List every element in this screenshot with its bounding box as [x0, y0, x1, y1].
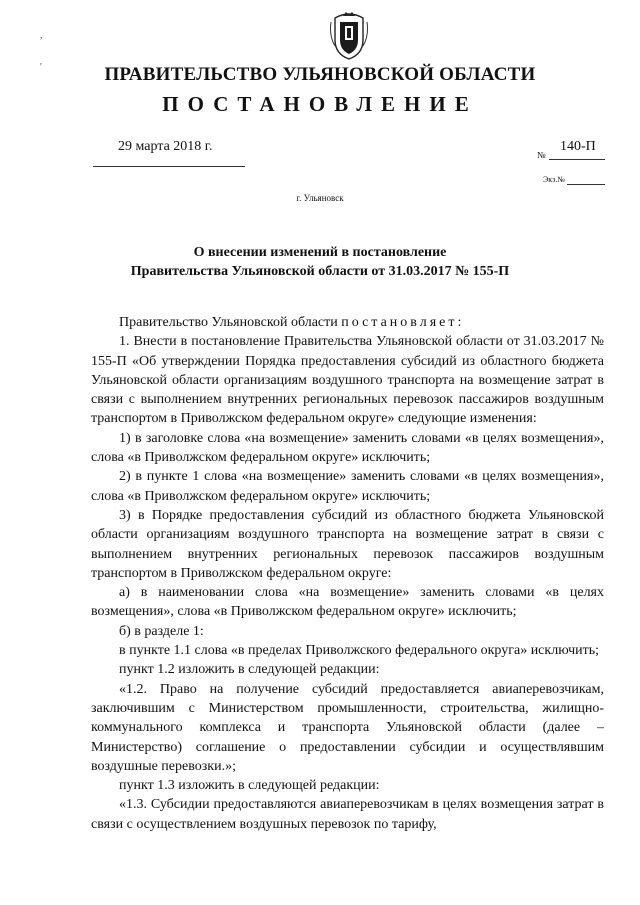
subject-line: Правительства Ульяновской области от 31.03.2017 № 155-П — [130, 264, 510, 279]
number-underline — [549, 159, 605, 160]
scan-mark: ' — [40, 62, 42, 73]
document-body — [91, 313, 604, 834]
document-subject — [0, 243, 640, 281]
paragraph: пункт 1.2 изложить в следующей редакции: — [119, 662, 380, 678]
government-title: ПРАВИТЕЛЬСТВО УЛЬЯНОВСКОЙ ОБЛАСТИ — [104, 64, 536, 85]
paragraph: 1) в заголовке слова «на возмещение» заменить словами «в целях возмещения», слова «в Приволжском федеральном округе» исключить; — [91, 430, 604, 466]
intro-prefix: Правительство Ульяновской области — [119, 315, 342, 330]
number-sign: № — [537, 150, 546, 160]
paragraph: «1.3. Субсидии предоставляются авиаперевозчикам в целях возмещения затрат в связи с осуществлением воздушных перевозок по тарифу, — [91, 797, 604, 832]
intro-verb: постановляет: — [341, 315, 465, 330]
paragraph: в пункте 1.1 слова «в пределах Приволжского федерального округа» исключить; — [119, 643, 600, 659]
document-type: ПОСТАНОВЛЕНИЕ — [162, 92, 478, 116]
paragraph: 3) в Порядке предоставления субсидий из областного бюджета Ульяновской области организациям воздушного транспорта на возмещение затрат в связи с выполнением внутренних региональных перевозок пассажиров воздушным транспортом в Приволжском федеральном округе: — [91, 507, 604, 581]
paragraph: а) в наименовании слова «на возмещение» заменить словами «в целях возмещения», слова «в Приволжском федеральном округе» исключить; — [91, 585, 604, 620]
paragraph: 1. Внести в постановление Правительства Ульяновской области от 31.03.2017 № 155-П «Об утверждении Порядка предоставления субсидий из областного бюджета Ульяновской области организациям воздушного транспорта на возмещение затрат в связи с выполнением внутренних региональных перевозок пассажиров воздушным транспортом в Приволжском федеральном округе» следующие изменения: — [91, 334, 604, 427]
copy-number-underline — [567, 184, 605, 185]
copy-number-label: Экз.№ — [543, 175, 565, 184]
intro-paragraph — [91, 313, 604, 332]
paragraph: пункт 1.3 изложить в следующей редакции: — [119, 778, 380, 794]
document-number: 140-П — [560, 139, 596, 154]
paragraph: «1.2. Право на получение субсидий предоставляется авиаперевозчикам, заключившим с Министерством промышленности, строительства, жилищно-коммунального комплекса и транспорта Ульяновской области (далее – Министерство) соглашение о предоставлении субсидии и осуществлявшим воздушные перевозки.»; — [91, 681, 604, 774]
paragraph: 2) в пункте 1 слова «на возмещение» заменить словами «в целях возмещения», слова «в Приволжском федеральном округе» исключить; — [91, 469, 604, 504]
date-underline — [93, 166, 245, 167]
scan-mark: , — [40, 30, 43, 41]
subject-line: О внесении изменений в постановление — [193, 245, 447, 260]
document-date: 29 марта 2018 г. — [118, 139, 213, 154]
coat-of-arms-emblem — [329, 10, 369, 60]
city: г. Ульяновск — [296, 193, 344, 203]
paragraph: б) в разделе 1: — [119, 623, 204, 639]
